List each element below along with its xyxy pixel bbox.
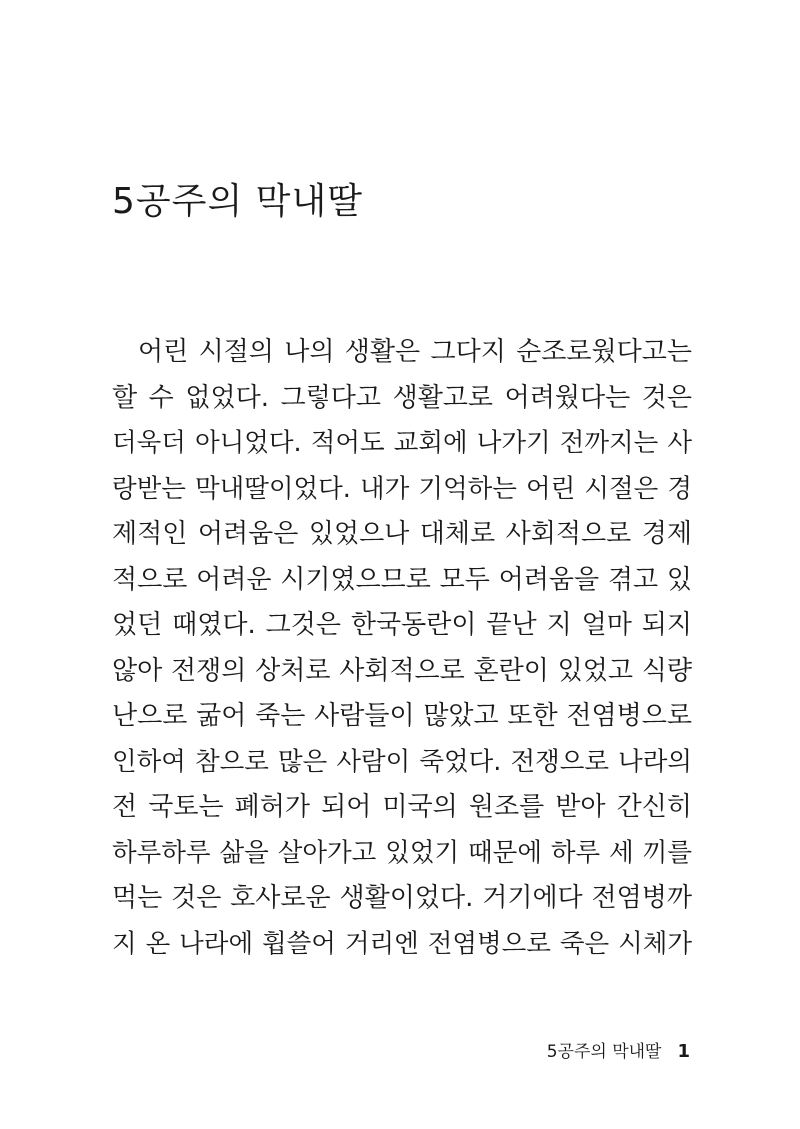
body-line: 인하여 참으로 많은 사람이 죽었다. 전쟁으로 나라의: [112, 746, 692, 777]
body-line: 먹는 것은 호사로운 생활이었다. 거기에다 전염병까: [112, 883, 692, 913]
body-line: 어린 시절의 나의 생활은 그다지 순조로웠다고는: [138, 337, 692, 367]
page-footer: [547, 1040, 690, 1064]
body-paragraph: [112, 330, 692, 967]
body-line: 더욱더 아니었다. 적어도 교회에 나가기 전까지는 사: [112, 428, 692, 458]
body-line: 전 국토는 폐허가 되어 미국의 원조를 받아 간신히: [112, 792, 692, 822]
chapter-title: 5공주의 막내딸: [112, 181, 364, 222]
body-line: 적으로 어려운 시기였으므로 모두 어려움을 겪고 있: [112, 564, 692, 595]
page-number: 1: [677, 1041, 690, 1062]
body-line: 제적인 어려움은 있었으나 대체로 사회적으로 경제: [112, 519, 692, 549]
body-line: 었던 때였다. 그것은 한국동란이 끝난 지 얼마 되지: [112, 610, 692, 640]
body-line: 랑받는 막내딸이었다. 내가 기억하는 어린 시절은 경: [112, 473, 692, 504]
running-title: 5공주의 막내딸: [546, 1042, 662, 1062]
body-line: 할 수 없었다. 그렇다고 생활고로 어려웠다는 것은: [112, 382, 692, 413]
body-line: 하루하루 삶을 살아가고 있었기 때문에 하루 세 끼를: [112, 837, 692, 868]
body-line: 않아 전쟁의 상처로 사회적으로 혼란이 있었고 식량: [112, 655, 692, 686]
body-line: 난으로 굶어 죽는 사람들이 많았고 또한 전염병으로: [112, 701, 692, 731]
body-line: 지 온 나라에 휩쓸어 거리엔 전염병으로 죽은 시체가: [112, 928, 692, 959]
